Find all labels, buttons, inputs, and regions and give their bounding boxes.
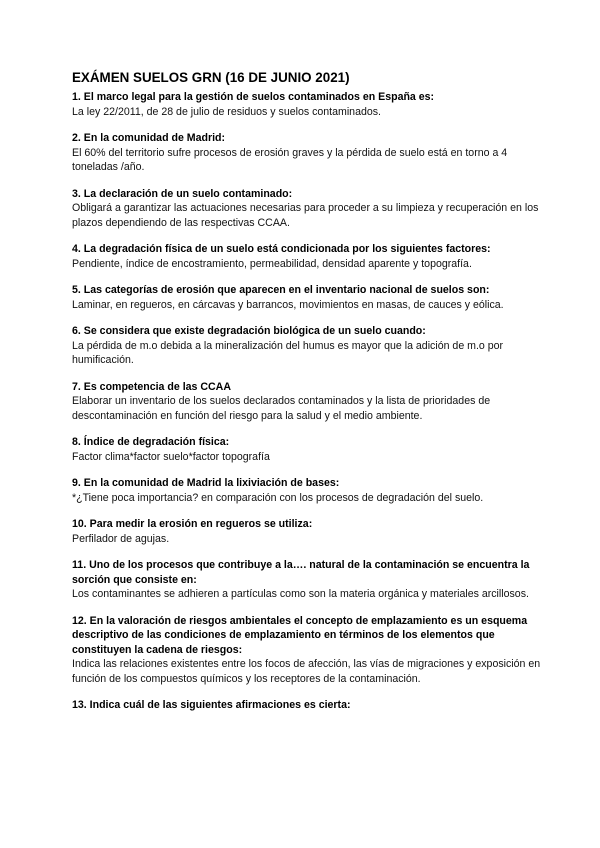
qa-item (72, 187, 542, 231)
qa-item (72, 283, 542, 312)
qa-item (72, 517, 542, 546)
qa-item (72, 380, 542, 424)
qa-item (72, 614, 542, 687)
answer: Indica las relaciones existentes entre los focos de afección, las vías de migraciones y exposición en función de los compuestos químicos y los receptores de la contaminación. (72, 658, 541, 685)
document-content (72, 70, 542, 725)
answer: La pérdida de m.o debida a la mineralización del humus es mayor que la adición de m.o por humificación. (72, 339, 504, 366)
document-title: EXÁMEN SUELOS GRN (16 DE JUNIO 2021) (72, 70, 350, 85)
question: 7. Es competencia de las CCAA (72, 380, 231, 393)
question: 1. El marco legal para la gestión de suelos contaminados en España es: (72, 91, 435, 103)
question: 5. Las categorías de erosión que aparecen en el inventario nacional de suelos son: (72, 284, 490, 296)
question: 9. En la comunidad de Madrid la lixiviación de bases: (72, 477, 340, 489)
answer: Laminar, en regueros, en cárcavas y barrancos, movimientos en masas, de cauces y eólica. (72, 298, 504, 311)
question: 4. La degradación física de un suelo está condicionada por los siguientes factores: (72, 243, 491, 255)
answer: Los contaminantes se adhieren a partículas como son la materia orgánica y materiales arcillosos. (72, 588, 529, 600)
answer: Perfilador de agujas. (72, 532, 170, 545)
qa-item (72, 242, 542, 271)
answer: *¿Tiene poca importancia? en comparación con los procesos de degradación del suelo. (72, 491, 484, 504)
qa-item (72, 698, 542, 713)
question: 11. Uno de los procesos que contribuye a la…. natural de la contaminación se encuentra la sorción que consiste en: (72, 559, 530, 586)
qa-item (72, 131, 542, 175)
answer: Obligará a garantizar las actuaciones necesarias para proceder a su limpieza y recuperación en los plazos dependiendo de las respectivas CCAA. (72, 202, 539, 229)
question: 8. Índice de degradación física: (72, 436, 230, 448)
question: 3. La declaración de un suelo contaminado: (72, 187, 293, 200)
answer: Pendiente, índice de encostramiento, permeabilidad, densidad aparente y topografía. (72, 257, 472, 270)
answer: La ley 22/2011, de 28 de julio de residuos y suelos contaminados. (72, 105, 381, 118)
question: 2. En la comunidad de Madrid: (72, 132, 226, 144)
qa-item (72, 435, 542, 464)
answer: Elaborar un inventario de los suelos declarados contaminados y la lista de prioridades de descontaminación en función del riesgo para la salud y el medio ambiente. (72, 395, 491, 422)
answer: El 60% del territorio sufre procesos de erosión graves y la pérdida de suelo está en torno a 4 toneladas /año. (72, 146, 508, 173)
qa-item (72, 476, 542, 505)
question: 10. Para medir la erosión en regueros se utiliza: (72, 518, 313, 530)
question: 13. Indica cuál de las siguientes afirmaciones es cierta: (72, 699, 351, 711)
qa-item (72, 324, 542, 368)
question: 6. Se considera que existe degradación biológica de un suelo cuando: (72, 325, 426, 337)
qa-item (72, 558, 542, 602)
qa-item (72, 90, 542, 119)
question: 12. En la valoración de riesgos ambientales el concepto de emplazamiento es un esquema descriptivo de las condiciones de emplazamiento en términos de los elementos que constituyen la cadena de riesgos: (72, 614, 528, 656)
answer: Factor clima*factor suelo*factor topografía (72, 450, 270, 463)
